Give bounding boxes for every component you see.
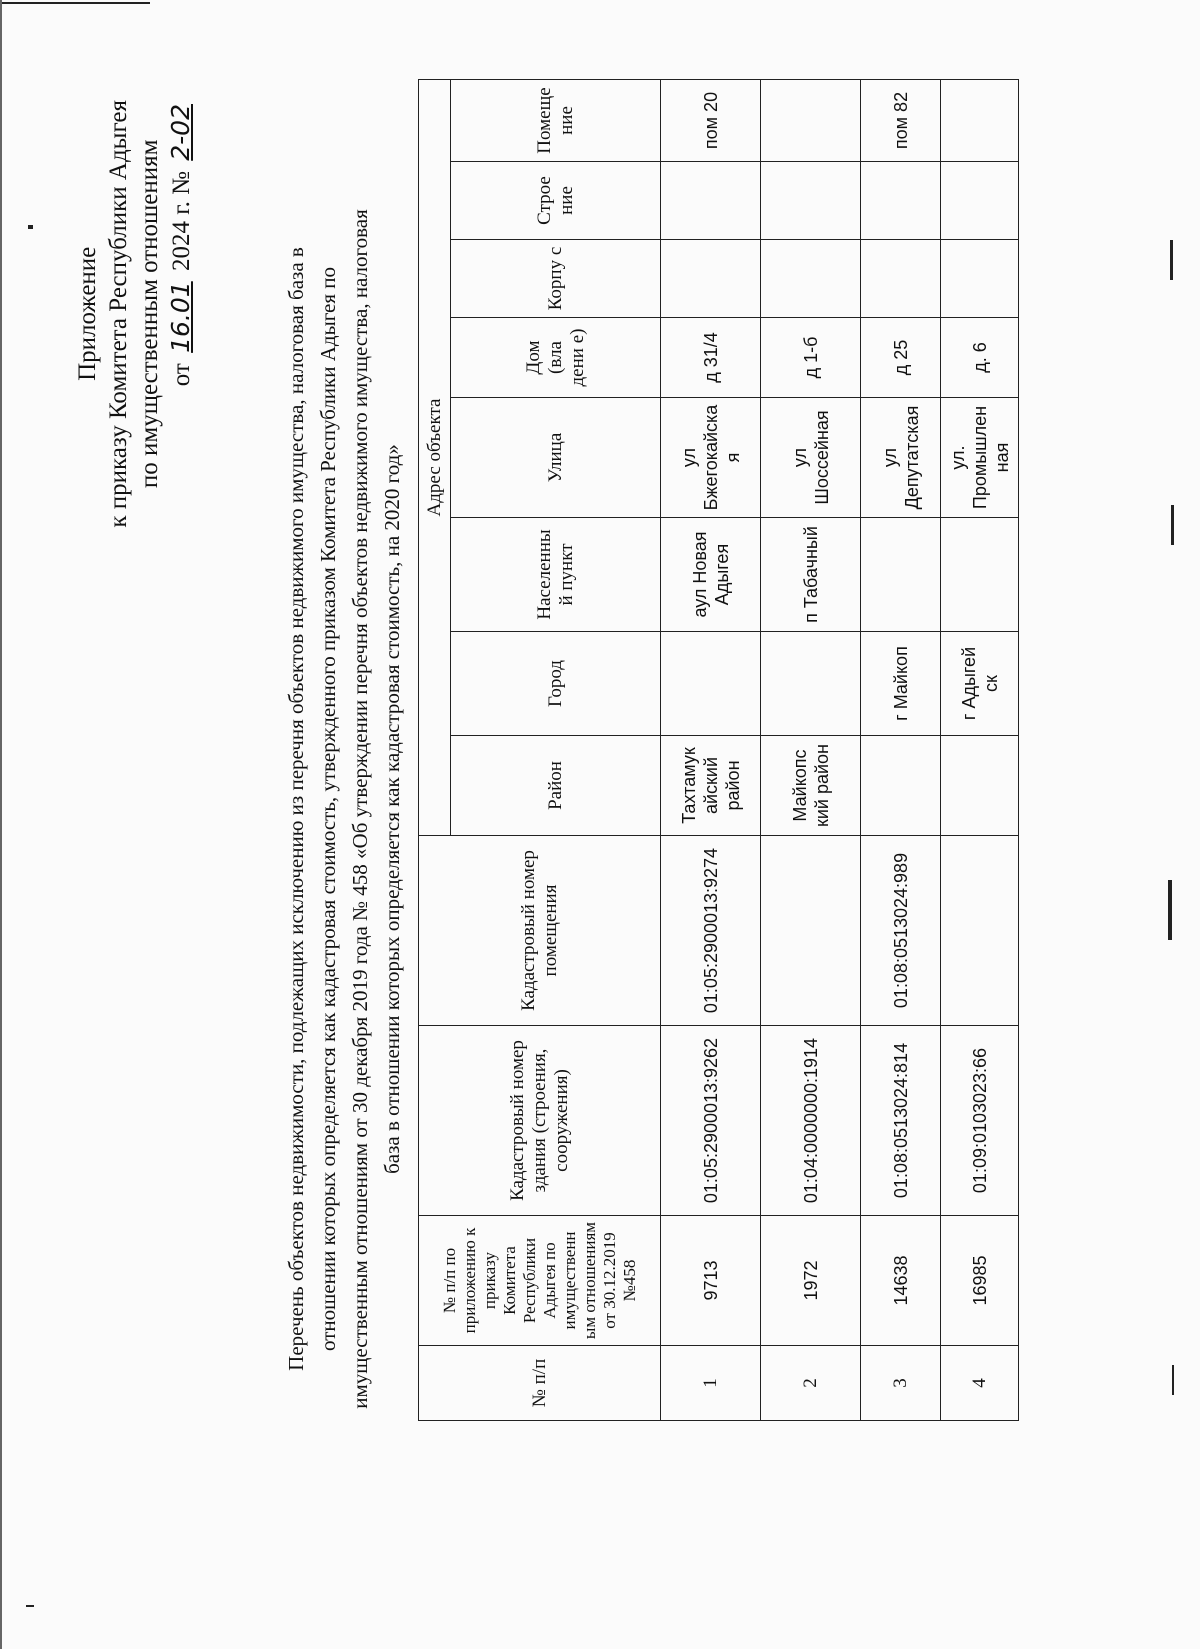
- table-row: [861, 80, 941, 1421]
- cell-room: [941, 80, 1019, 162]
- header-district: Район: [451, 736, 661, 836]
- cell-house: д 25: [861, 318, 941, 398]
- cell-stroenie: [661, 162, 761, 240]
- cell-korpus: [761, 240, 861, 318]
- header-room: Помеще ние: [451, 80, 661, 162]
- table-row: [761, 80, 861, 1421]
- cell-street: ул Бжегокайска я: [661, 398, 761, 518]
- cell-stroenie: [861, 162, 941, 240]
- date-prefix: от: [168, 363, 195, 387]
- date-year: 2024 г. №: [168, 171, 195, 272]
- cell-num-appendix: 16985: [941, 1216, 1019, 1346]
- cell-korpus: [941, 240, 1019, 318]
- header-house: Дом (вла дени е): [451, 318, 661, 398]
- header-stroenie: Строе ние: [451, 162, 661, 240]
- cell-city: [761, 632, 861, 736]
- header-cad-building: Кадастровый номер здания (строения, сооружения): [419, 1026, 661, 1216]
- cell-house: д 31/4: [661, 318, 761, 398]
- header-row-1: [419, 80, 451, 1421]
- appendix-block: [72, 100, 197, 528]
- cell-cad-room: 01:08:0513024:989: [861, 836, 941, 1026]
- handwritten-date: 16.01: [166, 281, 195, 353]
- cell-settlement: [861, 518, 941, 632]
- cell-district: [941, 736, 1019, 836]
- header-num: № п/п: [419, 1346, 661, 1421]
- cell-num-appendix: 14638: [861, 1216, 941, 1346]
- cell-city: г Майкоп: [861, 632, 941, 736]
- cell-cad-building: 01:09:0103023:66: [941, 1026, 1019, 1216]
- cell-settlement: аул Новая Адыгея: [661, 518, 761, 632]
- cell-room: пом 20: [661, 80, 761, 162]
- cell-stroenie: [761, 162, 861, 240]
- cell-cad-building: 01:05:2900013:9262: [661, 1026, 761, 1216]
- cell-street: ул Шоссейная: [761, 398, 861, 518]
- cell-settlement: п Табачный: [761, 518, 861, 632]
- cell-cad-room: [761, 836, 861, 1026]
- cell-cad-building: 01:08:0513024:814: [861, 1026, 941, 1216]
- cell-street: ул Депутатская: [861, 398, 941, 518]
- cell-city: [661, 632, 761, 736]
- table-row: [661, 80, 761, 1421]
- heading-line-4: база в отношении которых определяется как кадастровая стоимость, на 2020 год»: [380, 444, 404, 1174]
- cell-cad-building: 01:04:0000000:1914: [761, 1026, 861, 1216]
- cell-city: г Адыгей ск: [941, 632, 1019, 736]
- cell-house: д 1-б: [761, 318, 861, 398]
- cell-stroenie: [941, 162, 1019, 240]
- table-row: [941, 80, 1019, 1421]
- cell-cad-room: [941, 836, 1019, 1026]
- cell-settlement: [941, 518, 1019, 632]
- cell-room: пом 82: [861, 80, 941, 162]
- header-num-appendix: № п/п по приложению к приказу Комитета Республики Адыгея по имущественн ым отношениям от 30.12.2019 №458: [419, 1216, 661, 1346]
- cell-cad-room: 01:05:2900013:9274: [661, 836, 761, 1026]
- header-korpus: Корпу с: [451, 240, 661, 318]
- appendix-line-2: по имущественным отношениям: [136, 139, 163, 489]
- objects-table: [418, 79, 1019, 1421]
- cell-room: [761, 80, 861, 162]
- header-cad-room: Кадастровый номер помещения: [419, 836, 661, 1026]
- header-settlement: Населенны й пункт: [451, 518, 661, 632]
- cell-district: Тахтамук айский район: [661, 736, 761, 836]
- appendix-date-line: [165, 100, 197, 528]
- cell-street: ул. Промышлен ная: [941, 398, 1019, 518]
- header-city: Город: [451, 632, 661, 736]
- appendix-line-1: к приказу Комитета Республики Адыгея: [105, 100, 132, 528]
- cell-num: 4: [941, 1346, 1019, 1421]
- cell-korpus: [661, 240, 761, 318]
- cell-num-appendix: 9713: [661, 1216, 761, 1346]
- heading-line-3: имущественным отношениям от 30 декабря 2019 года № 458 «Об утверждении перечня объектов недвижимого имущества, налоговая: [348, 209, 372, 1409]
- cell-num-appendix: 1972: [761, 1216, 861, 1346]
- cell-num: 2: [761, 1346, 861, 1421]
- header-address-group: Адрес объекта: [419, 80, 451, 836]
- heading-line-1: Перечень объектов недвижимости, подлежащих исключению из перечня объектов недвижимого имущества, налоговая база в: [284, 247, 308, 1371]
- appendix-title: Приложение: [74, 246, 101, 381]
- heading-line-2: отношении которых определяется как кадастровая стоимость, утвержденного приказом Комитета Республики Адыгея по: [316, 266, 340, 1352]
- cell-korpus: [861, 240, 941, 318]
- document-heading: [280, 119, 408, 1499]
- cell-house: д. 6: [941, 318, 1019, 398]
- cell-district: Майкопс кий район: [761, 736, 861, 836]
- cell-district: [861, 736, 941, 836]
- cell-num: 3: [861, 1346, 941, 1421]
- cell-num: 1: [661, 1346, 761, 1421]
- handwritten-number: 2-02: [166, 104, 195, 161]
- header-street: Улица: [451, 398, 661, 518]
